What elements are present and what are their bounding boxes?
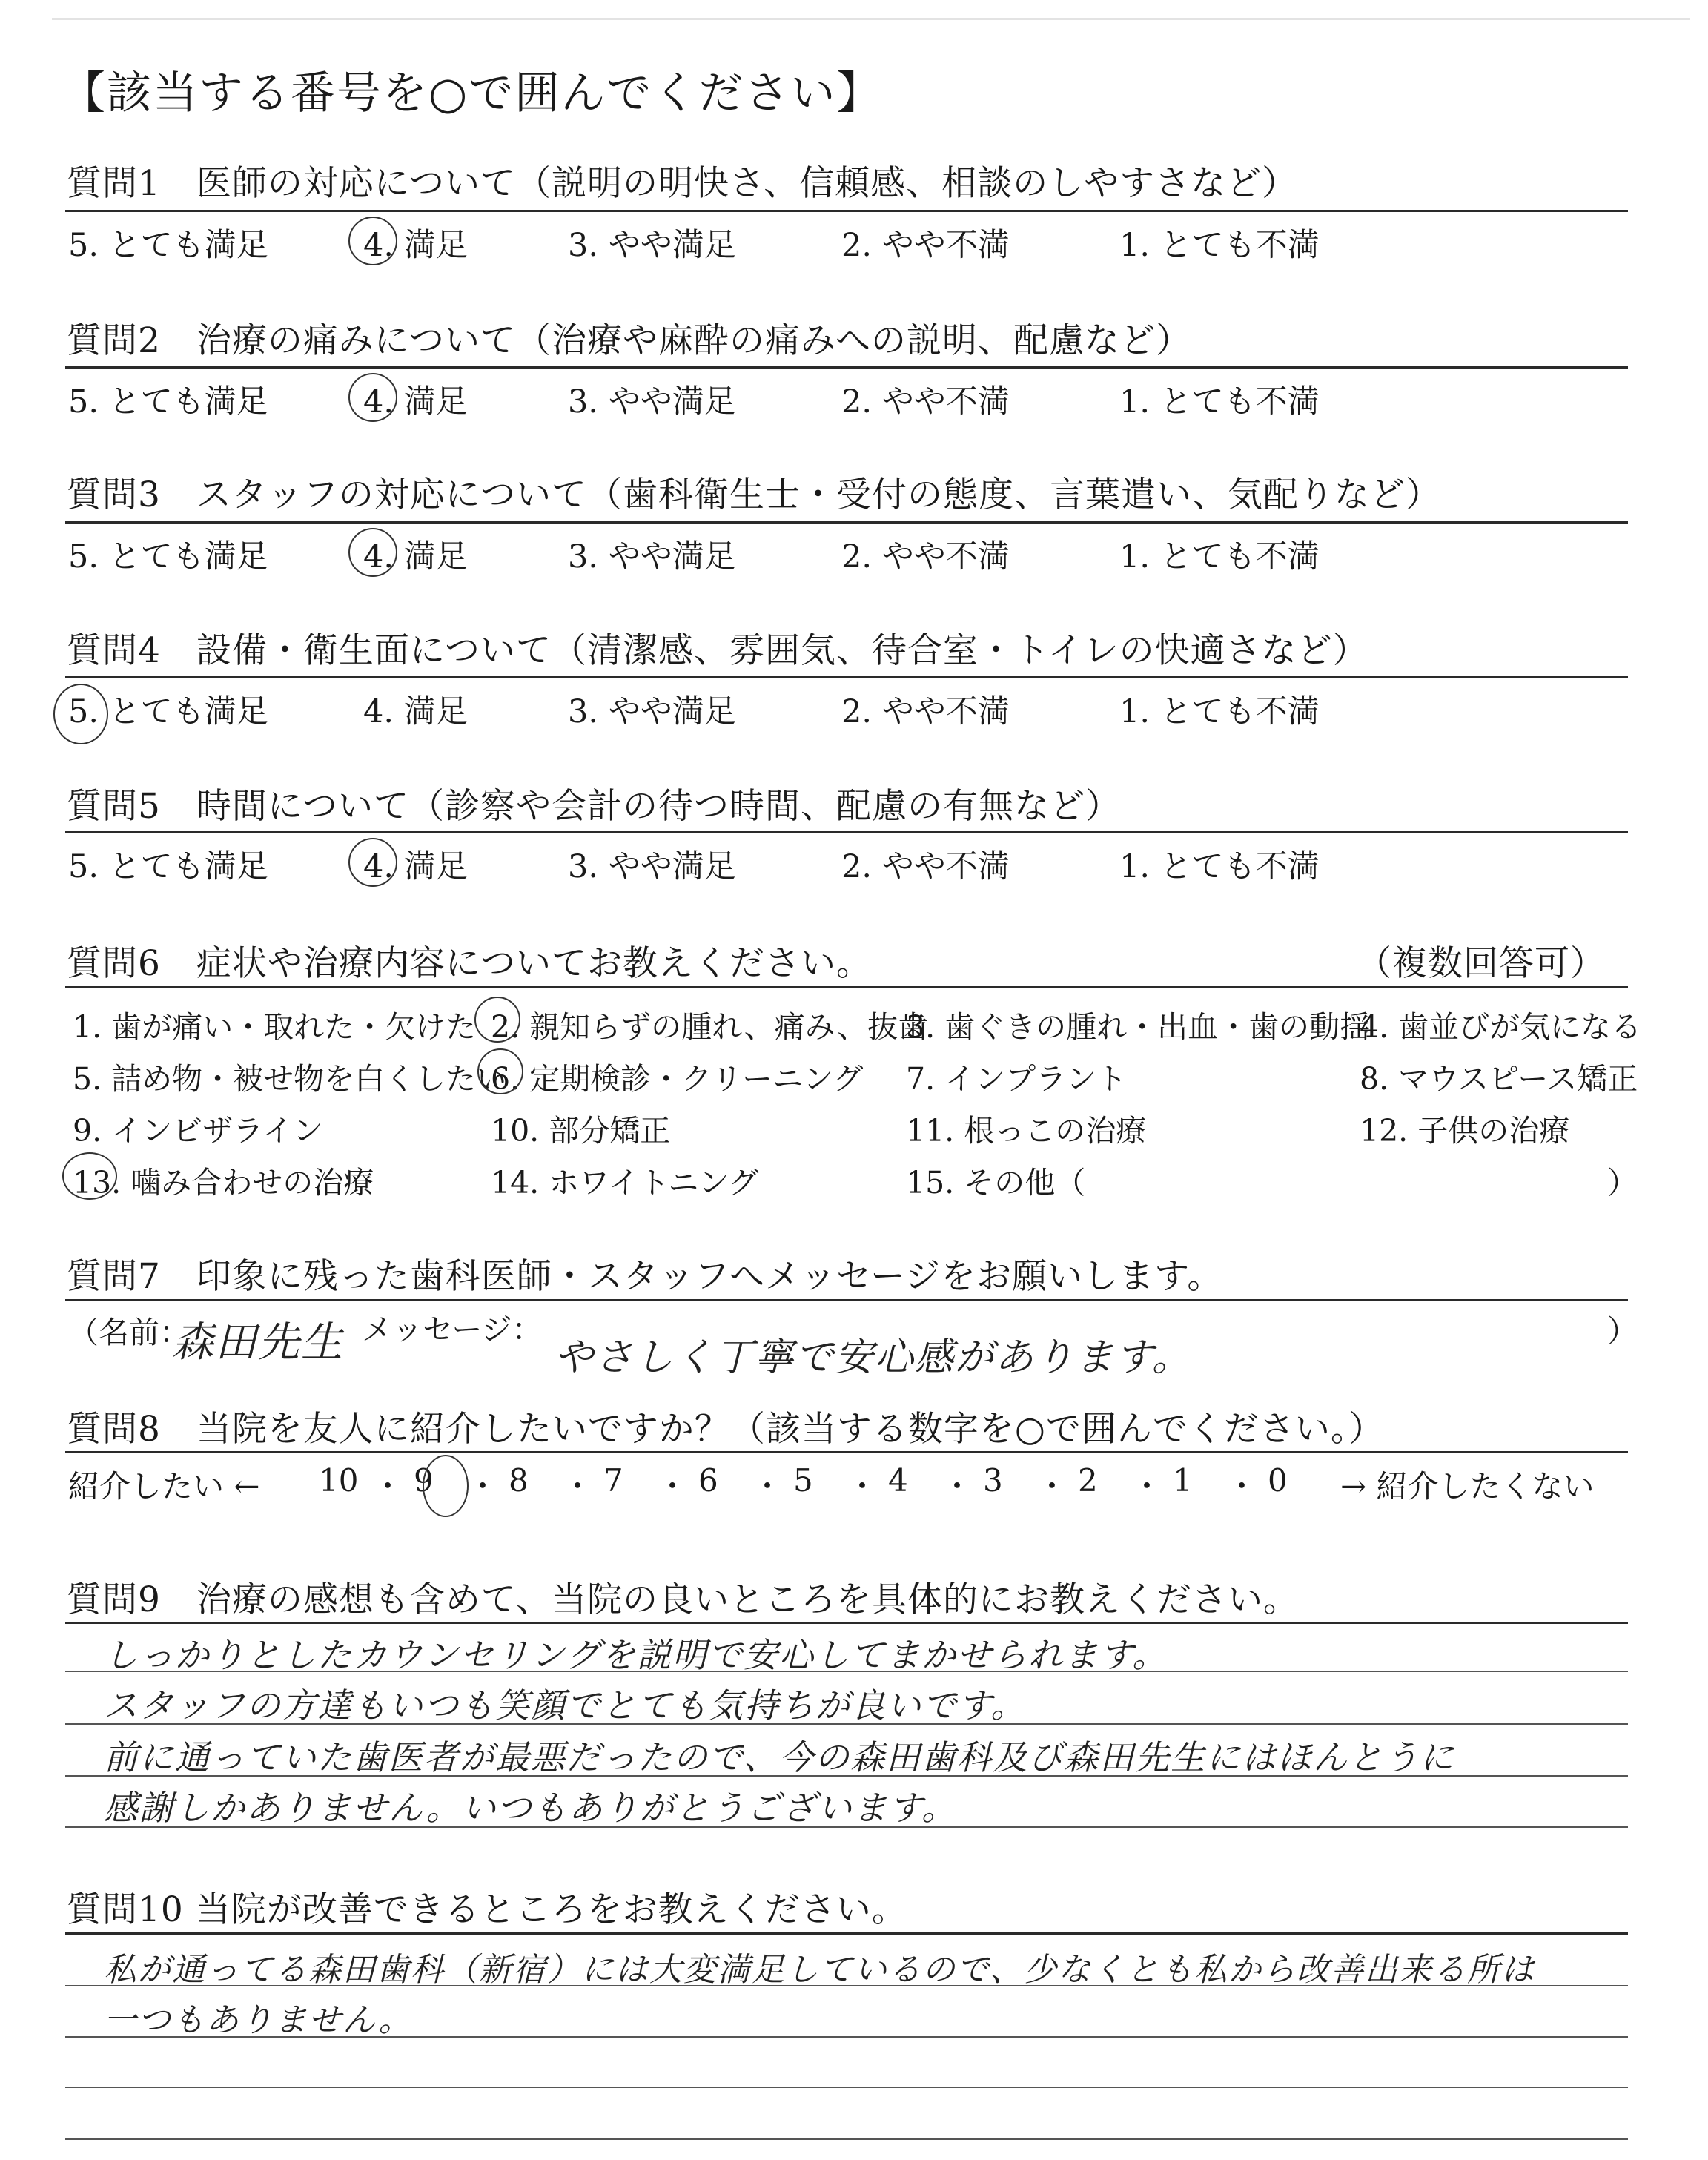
q5-option-2: 2. やや不満 <box>841 848 1010 885</box>
question-6-rule <box>65 986 1628 988</box>
q5-option-5: 5. とても満足 <box>68 848 268 885</box>
question-9-rule <box>65 1622 1628 1624</box>
q2-option-4: 4. 満足 <box>363 383 468 420</box>
q6-item-8: 8. マウスピース矯正 <box>1360 1061 1638 1097</box>
question-6-title: 質問6 症状や治療内容についてお教えください。 <box>67 943 872 984</box>
q8-scale-separator: ・ <box>372 1468 404 1505</box>
q8-scale-value-6: 6 <box>698 1462 718 1499</box>
q6-item-4: 4. 歯並びが気になる <box>1360 1009 1642 1045</box>
q4-option-2: 2. やや不満 <box>841 693 1010 730</box>
q10-answer-line-4 <box>65 2138 1628 2140</box>
q8-scale-separator: ・ <box>752 1468 784 1505</box>
q8-scale-separator: ・ <box>1226 1468 1258 1505</box>
q10-answer-text-1: 私が通ってる森田歯科（新宿）には大変満足しているので、少なくとも私から改善出来る所は <box>104 1951 1536 1989</box>
q3-selection-circle <box>348 528 397 577</box>
q8-scale-value-7: 7 <box>603 1462 623 1499</box>
q4-selection-circle <box>53 684 108 744</box>
q5-selection-circle <box>348 838 397 887</box>
question-6-note: （複数回答可） <box>1357 943 1606 984</box>
q6-item-13: 13. 噛み合わせの治療 <box>73 1165 374 1200</box>
q8-left-label: 紹介したい ← <box>68 1468 260 1505</box>
q8-scale-value-0: 0 <box>1268 1462 1288 1499</box>
q10-answer-line-3 <box>65 2087 1628 2088</box>
q8-scale-separator: ・ <box>847 1468 878 1505</box>
page-heading: 【該当する番号を○で囲んでください】 <box>61 67 883 119</box>
q2-selection-circle <box>348 373 397 422</box>
q6-item-15: 15. その他（ <box>906 1165 1086 1200</box>
question-3-rule <box>65 521 1628 524</box>
q2-option-1: 1. とても不満 <box>1119 383 1320 420</box>
question-7-title: 質問7 印象に残った歯科医師・スタッフへメッセージをお願いします。 <box>67 1256 1223 1297</box>
q8-scale-value-3: 3 <box>983 1462 1003 1499</box>
q8-scale-separator: ・ <box>562 1468 594 1505</box>
q8-scale-value-4: 4 <box>888 1462 908 1499</box>
q8-scale-value-5: 5 <box>793 1462 813 1499</box>
question-8-rule <box>65 1451 1628 1453</box>
q6-selection-circle-13 <box>62 1152 117 1200</box>
q9-answer-text-3: 前に通っていた歯医者が最悪だったので、今の森田歯科及び森田先生にはほんとうに <box>104 1737 1456 1777</box>
question-1-title: 質問1 医師の対応について（説明の明快さ、信頼感、相談のしやすさなど） <box>67 163 1298 204</box>
q9-answer-text-4: 感謝しかありません。いつもありがとうございます。 <box>104 1788 958 1828</box>
q8-scale-separator: ・ <box>1036 1468 1068 1505</box>
q1-option-3: 3. やや満足 <box>568 227 736 264</box>
q7-message-value: やさしく丁寧で安心感があります。 <box>555 1335 1192 1380</box>
question-5-title: 質問5 時間について（診察や会計の待つ時間、配慮の有無など） <box>67 786 1121 827</box>
q3-option-3: 3. やや満足 <box>568 538 736 575</box>
q9-answer-text-1: しっかりとしたカウンセリングを説明で安心してまかせられます。 <box>104 1635 1168 1675</box>
q3-option-2: 2. やや不満 <box>841 538 1010 575</box>
q3-option-4: 4. 満足 <box>363 538 468 575</box>
q1-option-1: 1. とても不満 <box>1119 227 1320 264</box>
q6-item-9: 9. インビザライン <box>73 1113 323 1149</box>
question-9-title: 質問9 治療の感想も含めて、当院の良いところを具体的にお教えください。 <box>67 1579 1299 1620</box>
q1-selection-circle <box>348 217 397 265</box>
q4-option-1: 1. とても不満 <box>1119 693 1320 730</box>
q7-name-value: 森田先生 <box>172 1318 344 1367</box>
question-10-title: 質問10 当院が改善できるところをお教えください。 <box>67 1889 907 1930</box>
question-3-title: 質問3 スタッフの対応について（歯科衛生士・受付の態度、言葉遣い、気配りなど） <box>67 475 1441 515</box>
q8-right-label: → 紹介したくない <box>1340 1468 1595 1505</box>
q6-item-12: 12. 子供の治療 <box>1360 1113 1570 1149</box>
q2-option-5: 5. とても満足 <box>68 383 268 420</box>
question-5-rule <box>65 831 1628 833</box>
q8-selection-circle <box>423 1455 469 1517</box>
q1-option-2: 2. やや不満 <box>841 227 1010 264</box>
question-4-title: 質問4 設備・衛生面について（清潔感、雰囲気、待合室・トイレの快適さなど） <box>67 630 1368 671</box>
q7-message-label: メッセージ： <box>362 1312 543 1347</box>
q6-item-14: 14. ホワイトニング <box>491 1165 759 1200</box>
q2-option-2: 2. やや不満 <box>841 383 1010 420</box>
q4-option-3: 3. やや満足 <box>568 693 736 730</box>
q8-scale-value-2: 2 <box>1078 1462 1098 1499</box>
q5-option-4: 4. 満足 <box>363 848 468 885</box>
question-7-rule <box>65 1299 1628 1301</box>
q6-item-15-close: ） <box>1607 1165 1638 1200</box>
q3-option-5: 5. とても満足 <box>68 538 268 575</box>
q8-scale-value-9: 9 <box>414 1462 434 1499</box>
q4-option-5: 5. とても満足 <box>68 693 268 730</box>
q6-item-11: 11. 根っこの治療 <box>906 1113 1147 1149</box>
q1-option-4: 4. 満足 <box>363 227 468 264</box>
q2-option-3: 3. やや満足 <box>568 383 736 420</box>
q7-name-label: （名前： <box>68 1315 190 1350</box>
q8-scale-separator: ・ <box>467 1468 499 1505</box>
q6-item-2: 2. 親知らずの腫れ、痛み、抜歯 <box>491 1009 929 1045</box>
q4-option-4: 4. 満足 <box>363 693 468 730</box>
question-4-rule <box>65 676 1628 678</box>
q9-answer-text-2: スタッフの方達もいつも笑顔でとても気持ちが良いです。 <box>104 1685 1027 1725</box>
q6-item-1: 1. 歯が痛い・取れた・欠けた <box>73 1009 477 1045</box>
question-2-rule <box>65 366 1628 369</box>
q1-option-5: 5. とても満足 <box>68 227 268 264</box>
q10-answer-text-2: 一つもありません。 <box>104 2001 413 2039</box>
q8-scale-value-8: 8 <box>509 1462 529 1499</box>
q8-scale-separator: ・ <box>657 1468 689 1505</box>
q6-item-6: 6. 定期検診・クリーニング <box>491 1061 864 1097</box>
q6-selection-circle-6 <box>477 1048 523 1094</box>
q6-item-7: 7. インプラント <box>906 1061 1128 1097</box>
question-2-title: 質問2 治療の痛みについて（治療や麻酔の痛みへの説明、配慮など） <box>67 320 1192 361</box>
q8-scale-separator: ・ <box>941 1468 973 1505</box>
q6-item-5: 5. 詰め物・被せ物を白くしたい <box>73 1061 507 1097</box>
q8-scale-value-10: 10 <box>319 1462 359 1499</box>
question-8-title: 質問8 当院を友人に紹介したいですか？（該当する数字を○で囲んでください。） <box>67 1409 1385 1450</box>
question-1-rule <box>65 210 1628 212</box>
top-edge-line <box>52 18 1690 20</box>
q5-option-1: 1. とても不満 <box>1119 848 1320 885</box>
q5-option-3: 3. やや満足 <box>568 848 736 885</box>
q6-item-10: 10. 部分矯正 <box>491 1113 671 1149</box>
question-10-rule <box>65 1932 1628 1935</box>
q8-scale-separator: ・ <box>1131 1468 1163 1505</box>
q6-item-3: 3. 歯ぐきの腫れ・出血・歯の動揺 <box>906 1009 1371 1045</box>
q3-option-1: 1. とても不満 <box>1119 538 1320 575</box>
q7-close-paren: ） <box>1607 1313 1638 1349</box>
q6-selection-circle-2 <box>474 997 520 1043</box>
q8-scale-value-1: 1 <box>1173 1462 1193 1499</box>
